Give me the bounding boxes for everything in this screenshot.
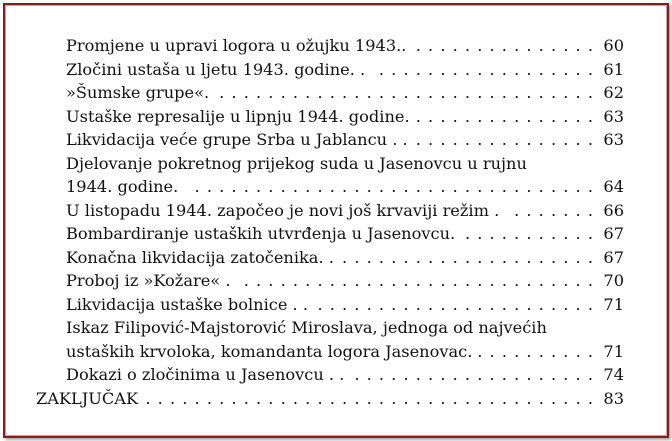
entry-title: ZAKLJUČAK <box>36 388 139 408</box>
page-number: 61 <box>603 59 624 79</box>
toc-entry <box>0 175 672 199</box>
toc-entry <box>0 128 672 152</box>
toc-entry <box>0 58 672 82</box>
entry-title: Konačna likvidacija zatočenika. . <box>66 247 334 267</box>
entry-title: Likvidacija veće grupe Srba u Jablancu . . <box>66 130 408 149</box>
page-number: 66 <box>603 200 624 220</box>
toc-entry <box>0 293 672 317</box>
page-number: 62 <box>603 83 624 102</box>
leader-dots: . . . . . . . . . . . . . . . <box>415 130 594 149</box>
toc-entry <box>0 34 672 58</box>
table-of-contents <box>0 34 672 410</box>
toc-entry <box>0 152 672 176</box>
entry-title: U listopadu 1944. započeo je novi još krvaviji režim . <box>66 200 500 220</box>
leader-dots: . . . . . . . . . . . . . . . . . . . . . . . <box>317 294 594 314</box>
leader-dots: . . . . . . . . . . . . . . . . . . . . . . . . . . . . . . . . . <box>194 177 594 196</box>
page-number: 74 <box>603 365 624 384</box>
toc-entry-conclusion <box>0 387 672 411</box>
page-number: 71 <box>603 341 624 361</box>
entry-title: Djelovanje pokretnog prijekog suda u Jasenovcu u rujnu <box>66 153 527 173</box>
toc-entry <box>0 105 672 129</box>
leader-dots: . . . . . . . . . . . <box>464 224 594 243</box>
toc-entry <box>0 81 672 105</box>
page-number: 67 <box>603 224 624 243</box>
entry-title: Promjene u upravi logora u ožujku 1943.. <box>66 36 407 55</box>
page-number: 70 <box>603 271 624 290</box>
toc-entry <box>0 246 672 270</box>
entry-title: Zločini ustaša u ljetu 1943. godine. . <box>66 59 366 79</box>
page-number: 64 <box>603 177 624 196</box>
page-number: 67 <box>603 247 624 267</box>
toc-entry <box>0 269 672 293</box>
page-number: 63 <box>603 106 624 126</box>
page-number: 60 <box>603 36 624 55</box>
entry-title: Likvidacija ustaške bolnice . . <box>66 294 308 314</box>
toc-entry <box>0 199 672 223</box>
entry-title: »Šumske grupe«. <box>66 83 210 102</box>
leader-dots: . . . . . . . . . . <box>477 341 594 361</box>
leader-dots: . . . . . . . . . . . . . . . . . . . . <box>354 365 594 384</box>
leader-dots: . . . . . . . . . . . . . . . <box>415 106 594 126</box>
page-number: 83 <box>603 388 624 408</box>
leader-dots: . . . . . . . . . . . . . . . . . . . . . . . . . . . . . . . . . . . . . <box>145 388 594 408</box>
entry-title: Proboj iz »Kožare« . <box>66 271 231 290</box>
toc-entry <box>0 222 672 246</box>
toc-entry <box>0 316 672 340</box>
leader-dots: . . . . . . . . . . . . . . . . . . <box>378 59 594 79</box>
leader-dots: . . . . . . . <box>514 200 594 220</box>
entry-title: Ustaške represalije u lipnju 1944. godine. <box>66 106 410 126</box>
leader-dots: . . . . . . . . . . . . . . . <box>415 36 594 55</box>
leader-dots: . . . . . . . . . . . . . . . . . . . . . . . . . . . . . . . <box>219 83 594 102</box>
entry-title: Bombardiranje ustaških utvrđenja u Jasenovcu. <box>66 224 456 243</box>
toc-entry <box>0 363 672 387</box>
page-number: 71 <box>603 294 624 314</box>
leader-dots: . . . . . . . . . . . . . . . . . . . . . . . . . . . . . <box>243 271 594 290</box>
toc-entry <box>0 340 672 364</box>
page-number: 63 <box>603 130 624 149</box>
entry-title: 1944. godine. <box>66 177 179 196</box>
entry-title: Iskaz Filipović-Majstorović Miroslava, jednoga od najvećih <box>66 318 547 337</box>
entry-title: ustaških krvoloka, komandanta logora Jasenovac. <box>66 341 473 361</box>
entry-title: Dokazi o zločinima u Jasenovcu . . <box>66 365 345 384</box>
leader-dots: . . . . . . . . . . . . . . . . . . . . . <box>342 247 594 267</box>
